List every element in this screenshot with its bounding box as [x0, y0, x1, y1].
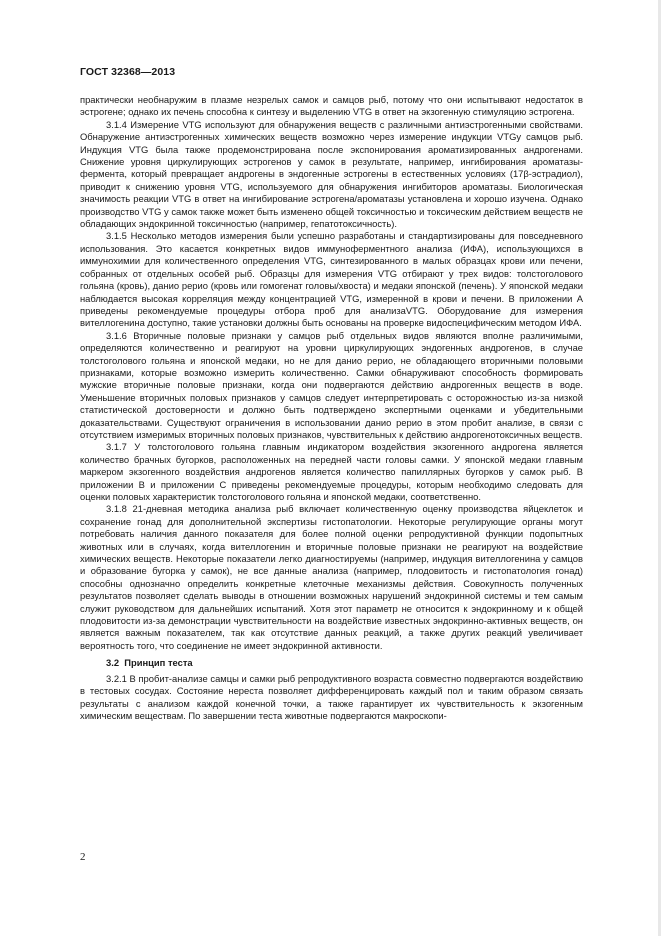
document-header: ГОСТ 32368—2013 — [80, 66, 176, 78]
section-heading — [80, 657, 583, 669]
section-number: 3.2 — [106, 657, 120, 669]
paragraph-3-1-6: 3.1.6 Вторичные половые признаки у самцов рыб отдельных видов являются вполне различимыми, определяются количественно и реагируют на уровни циркулирующих эндогенных андрогенов, в случае толстоголового гольяна и японской медаки, но не для данио рерио, не обладающего вторичными половыми признаками, которые возможно измерить количественно. Самки обнаруживают способность формировать мужские вторичные половые признаки, когда они подвергаются действию андрогенных веществ в воде. Уменьшение вторичных половых признаков у самцов следует интерпретировать с осторожностью из-за низкой статистической достоверности и должно быть подтверждено экспертными оценками и убедительными доказательствами. Существуют ограничения в использовании данио рерио в этом пробит анализе, в связи с отсутствием измеримых вторичных половых признаков, чувствительных к действию андрогенотоксичных веществ. — [80, 329, 583, 440]
paragraph-continuation: практически необнаружим в плазме незрелых самок и самцов рыб, потому что они испытывают недостаток в эстрогене; однако их печень способна к синтезу и выделению VTG в ответ на экзогенную стимуляцию эстрогена. — [80, 94, 583, 118]
section-title: Принцип теста — [124, 657, 193, 669]
paragraph-3-1-4: 3.1.4 Измерение VTG используют для обнаружения веществ с различными антиэстрогенными свойствами. Обнаружение антиэстрогенных химических веществ возможно через измерение индукции VTGу самцов рыб. Индукция VTG была также продемонстрирована после экспонирования ароматизированных андрогенами. Снижение уровня циркулирующих эстрогенов у самок в результате, например, ингибирования ароматазы-фермента, который превращает андрогены в эндогенные эстрогены в естественных условиях (17β-эстрадиол), приводит к снижению уровня VTG, используемого для обнаружения ингибиторов ароматазы. Биологическая значимость реакции VTG в ответ на ингибирование эстрогена/ароматазы установлена и хорошо изучена. Однако производство VTG у самок также может быть изменено общей токсичностью и токсическим действием веществ не обладающих эндокринной токсичностью (например, гепатотоксичность). — [80, 118, 583, 230]
paragraph-3-1-8: 3.1.8 21-дневная методика анализа рыб включает количественную оценку производства яйцеклеток и сохранение гонад для дополнительной экспертизы гистопатологии. Некоторые регулирующие органы могут потребовать наличия данного показателя для более полной оценки репродуктивной функции подопытных животных или в случаях, когда вителлогенин и вторичные половые признаки не реагируют на воздействие химических веществ. Некоторые показатели легко диагностируемы (например, индукция вителлогенина у самцов и образование бугорка у самок), не все данные анализа (например, плодовитость и гистопатология гонад) способны однозначно определить конкретные клеточные механизмы действия. Совокупность полученных результатов позволяет сделать выводы в отношении возможных нарушений эндокринной системы и тем самым служит руководством для дальнейших испытаний. Хотя этот параметр не относится к эндокринному и к общей плодовитости из-за демонстрации чувствительности на воздействие известных эндокринно-активных веществ, он является важным показателем, так как отсутствие данных реакций, а также других реакций увеличивает вероятность того, что соединение не имеет эндокринной активности. — [80, 503, 583, 651]
paragraph-3-1-5: 3.1.5 Несколько методов измерения были успешно разработаны и стандартизированы для повседневного использования. Это касается конкретных видов иммуноферментного анализа (ИФА), использующихся в иммунохимии для количественного определения VTG, синтезированного в малых образцах крови или печени, собранных от отдельных особей рыб. Образцы для измерения VTG отбирают у трех видов: толстоголового гольяна (кровь), данио рерио (кровь или гомогенат головы/хвоста) и медаки японской (печень). У японской медаки наблюдается высокая корреляция между концентрацией VTG, измеренной в крови и печени. В приложении А приведены рекомендуемые процедуры отбора проб для анализаVTG. Оборудование для измерения вителлогенина доступно, такие установки должны быть основаны на проверке видоспецифическим методом ИФА. — [80, 230, 583, 329]
document-body — [80, 94, 583, 722]
page-number: 2 — [80, 851, 86, 863]
paragraph-3-2-1: 3.2.1 В пробит-анализе самцы и самки рыб репродуктивного возраста совместно подвергаются воздействию в тестовых сосудах. Состояние нереста позволяет дифференцировать каждый пол и таким образом связать результаты с анализом каждой конечной точки, а также гарантирует их чувствительность к экзогенным химическим веществам. По завершении теста животные подвергаются макроскопи- — [80, 672, 583, 721]
paragraph-3-1-7: 3.1.7 У толстоголового гольяна главным индикатором воздействия экзогенного андрогена является количество брачных бугорков, расположенных на передней части головы самки. У японской медаки главным маркером экзогенного воздействия андрогенов является количество папиллярных бугорков у самок рыб. В приложении В и приложении С приведены рекомендуемые процедуры, которым необходимо следовать для оценки половых характеристик толстоголового гольяна и японской медаки, соответственно. — [80, 441, 583, 502]
